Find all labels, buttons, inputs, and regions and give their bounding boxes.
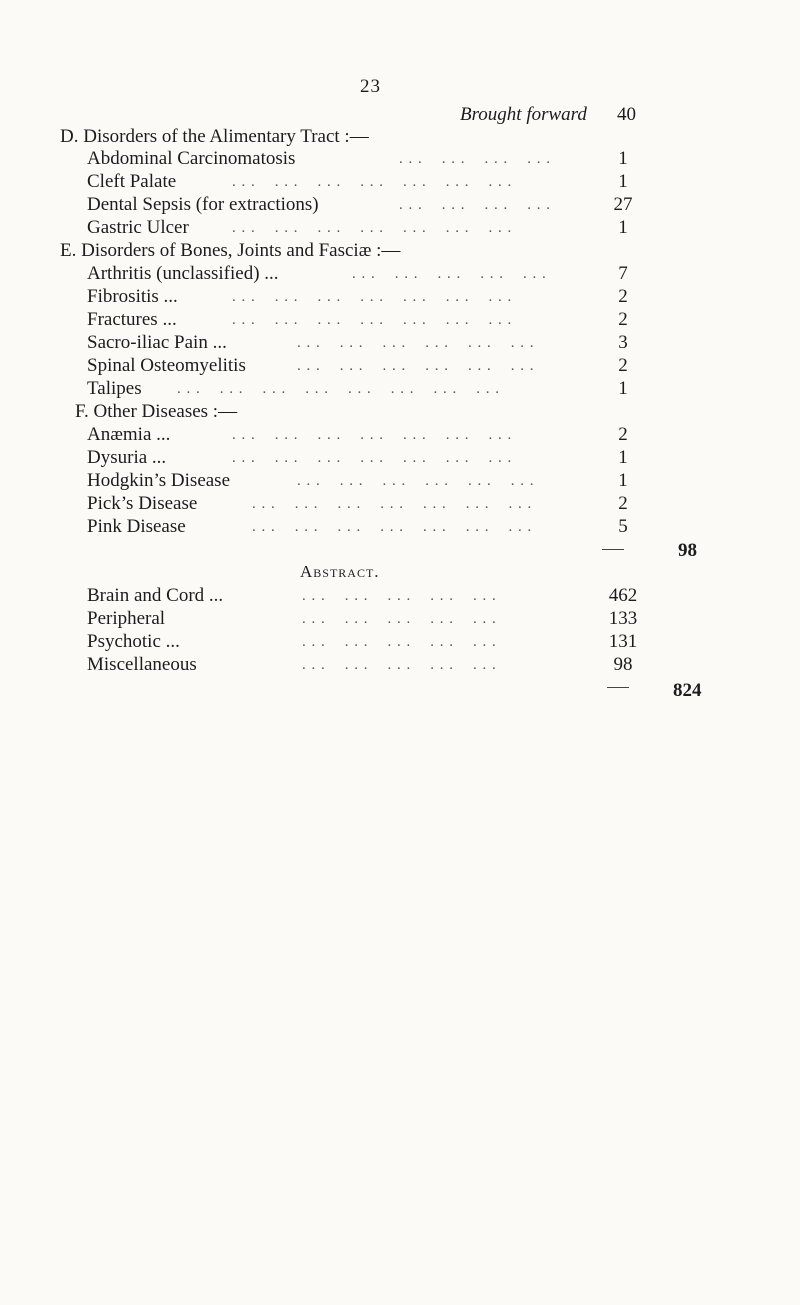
item-label: Psychotic ... bbox=[87, 631, 180, 652]
leader-dots: . . . . . . . . . . . . . . . bbox=[302, 611, 497, 627]
leader-dots: . . . . . . . . . . . . . . . bbox=[302, 634, 497, 650]
list-item bbox=[87, 608, 647, 630]
list-item bbox=[87, 516, 647, 538]
item-value: 2 bbox=[618, 309, 628, 330]
total-rule bbox=[607, 687, 629, 688]
leader-dots: . . . . . . . . . . . . . . . . . . bbox=[297, 335, 535, 351]
abstract-total: 824 bbox=[673, 680, 702, 701]
list-item bbox=[87, 148, 647, 170]
list-item bbox=[87, 286, 647, 308]
subtotal-rule bbox=[602, 549, 624, 550]
brought-forward-label: Brought forward bbox=[460, 104, 587, 125]
item-label: Fibrositis ... bbox=[87, 286, 178, 307]
item-value: 1 bbox=[618, 171, 628, 192]
item-label: Miscellaneous bbox=[87, 654, 197, 675]
leader-dots: . . . . . . . . . . . . . . . . . . . . . bbox=[232, 174, 513, 190]
item-value: 462 bbox=[608, 585, 638, 606]
item-label: Arthritis (unclassified) ... bbox=[87, 263, 279, 284]
section-e-heading: E. Disorders of Bones, Joints and Fasciæ :— bbox=[60, 240, 401, 261]
item-value: 2 bbox=[618, 355, 628, 376]
list-item bbox=[87, 654, 647, 676]
item-value: 5 bbox=[618, 516, 628, 537]
abstract-title: Abstract. bbox=[300, 562, 380, 581]
item-label: Anæmia ... bbox=[87, 424, 171, 445]
item-label: Abdominal Carcinomatosis bbox=[87, 148, 296, 169]
section-d-heading: D. Disorders of the Alimentary Tract :— bbox=[60, 126, 369, 147]
leader-dots: . . . . . . . . . . . . . . . . . . . . . bbox=[252, 496, 533, 512]
item-value: 133 bbox=[608, 608, 638, 629]
item-label: Dental Sepsis (for extractions) bbox=[87, 194, 319, 215]
leader-dots: . . . . . . . . . . . . bbox=[399, 151, 551, 167]
list-item bbox=[87, 217, 647, 239]
item-label: Cleft Palate bbox=[87, 171, 177, 192]
item-value: 7 bbox=[618, 263, 628, 284]
item-label: Peripheral bbox=[87, 608, 166, 629]
list-item bbox=[87, 470, 647, 492]
item-label: Sacro-iliac Pain ... bbox=[87, 332, 227, 353]
list-item bbox=[87, 424, 647, 446]
list-item bbox=[87, 194, 647, 216]
leader-dots: . . . . . . . . . . . . . . . . . . bbox=[297, 473, 535, 489]
item-label: Pink Disease bbox=[87, 516, 186, 537]
item-label: Dysuria ... bbox=[87, 447, 167, 468]
item-value: 1 bbox=[618, 378, 628, 399]
leader-dots: . . . . . . . . . . . . . . . bbox=[302, 588, 497, 604]
leader-dots: . . . . . . . . . . . . . . . . . . . . . bbox=[232, 312, 513, 328]
item-value: 2 bbox=[618, 493, 628, 514]
list-item bbox=[87, 263, 647, 285]
item-label: Gastric Ulcer bbox=[87, 217, 189, 238]
item-label: Hodgkin’s Disease bbox=[87, 470, 231, 491]
list-item bbox=[87, 355, 647, 377]
brought-forward-value: 40 bbox=[617, 104, 636, 125]
leader-dots: . . . . . . . . . . . . . . . . . . . . . . . . bbox=[177, 381, 500, 397]
page-number: 23 bbox=[360, 76, 381, 97]
leader-dots: . . . . . . . . . . . . . . . . . . . . . bbox=[232, 220, 513, 236]
list-item bbox=[87, 447, 647, 469]
leader-dots: . . . . . . . . . . . . . . . . . . . . . bbox=[252, 519, 533, 535]
item-value: 3 bbox=[618, 332, 628, 353]
item-value: 1 bbox=[618, 470, 628, 491]
list-item bbox=[87, 309, 647, 331]
item-label: Pick’s Disease bbox=[87, 493, 198, 514]
item-label: Spinal Osteomyelitis bbox=[87, 355, 246, 376]
list-item bbox=[87, 378, 647, 400]
list-item bbox=[87, 585, 647, 607]
item-value: 2 bbox=[618, 286, 628, 307]
leader-dots: . . . . . . . . . . . . bbox=[399, 197, 551, 213]
section-f-heading: F. Other Diseases :— bbox=[75, 401, 238, 422]
item-value: 98 bbox=[613, 654, 633, 675]
item-label: Fractures ... bbox=[87, 309, 177, 330]
item-value: 1 bbox=[618, 217, 628, 238]
list-item bbox=[87, 493, 647, 515]
leader-dots: . . . . . . . . . . . . . . . . . . . . . bbox=[232, 289, 513, 305]
item-value: 1 bbox=[618, 447, 628, 468]
leader-dots: . . . . . . . . . . . . . . . . . . bbox=[297, 358, 535, 374]
list-item bbox=[87, 631, 647, 653]
item-value: 1 bbox=[618, 148, 628, 169]
leader-dots: . . . . . . . . . . . . . . . . . . . . . bbox=[232, 450, 513, 466]
item-label: Brain and Cord ... bbox=[87, 585, 224, 606]
leader-dots: . . . . . . . . . . . . . . . bbox=[352, 266, 547, 282]
list-item bbox=[87, 332, 647, 354]
section-total: 98 bbox=[678, 540, 697, 561]
item-value: 2 bbox=[618, 424, 628, 445]
leader-dots: . . . . . . . . . . . . . . . . . . . . . bbox=[232, 427, 513, 443]
leader-dots: . . . . . . . . . . . . . . . bbox=[302, 657, 497, 673]
item-value: 131 bbox=[608, 631, 638, 652]
item-label: Talipes bbox=[87, 378, 142, 399]
item-value: 27 bbox=[613, 194, 633, 215]
list-item bbox=[87, 171, 647, 193]
